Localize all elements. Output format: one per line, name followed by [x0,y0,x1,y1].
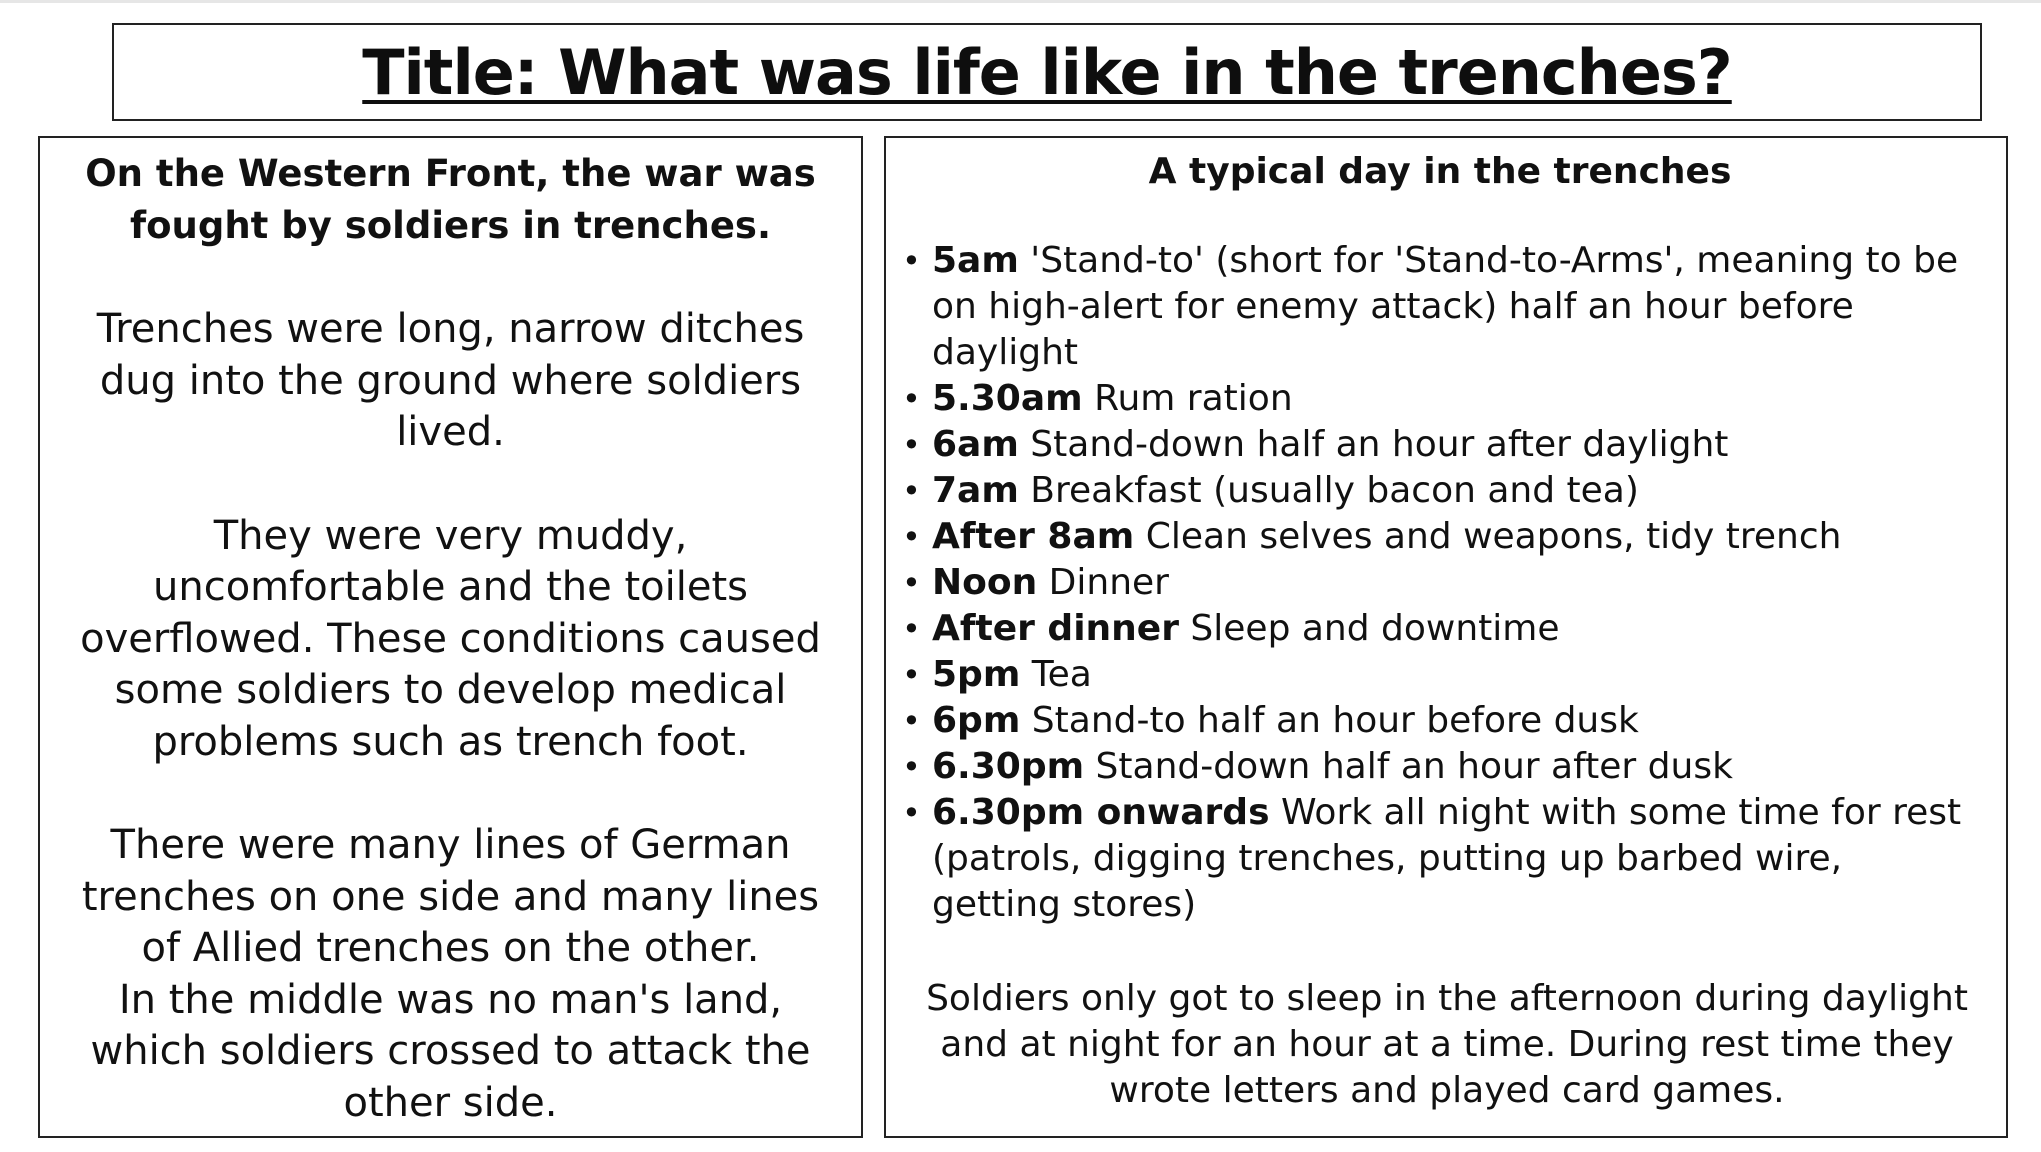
schedule-activity: daylight [932,332,1079,373]
schedule-activity: Dinner [1037,562,1169,603]
schedule-time: 7am [932,470,1019,511]
schedule-item [898,468,1982,514]
schedule-activity: Stand-to half an hour before dusk [1020,700,1639,741]
schedule-time: 6am [932,424,1019,465]
schedule-activity: Tea [1020,654,1092,695]
paragraph-line: of Allied trenches on the other. [141,925,760,971]
paragraph-line: wrote letters and played card games. [1109,1070,1785,1111]
schedule-activity: 'Stand-to' (short for 'Stand-to-Arms', meaning to be [1018,240,1959,281]
schedule-activity: getting stores) [932,884,1197,925]
spacer [54,459,847,511]
paragraph-line: overflowed. These conditions caused [80,615,821,662]
schedule-item [898,560,1982,606]
schedule-item [898,790,1982,928]
western-front-panel [38,136,863,1138]
spacer [54,252,847,304]
paragraph-line: In the middle was no man's land, [118,976,783,1023]
bullet-icon: • [902,564,921,602]
paragraph-line: some soldiers to develop medical [114,667,787,713]
paragraph-line: Soldiers only got to sleep in the afternoon during daylight [926,978,1968,1019]
schedule-time: 6.30pm [932,746,1085,787]
paragraph-line: problems such as trench foot. [152,718,749,765]
bullet-icon: • [902,610,921,648]
schedule-time: 6.30pm onwards [932,792,1270,833]
top-edge-line [0,0,2041,3]
schedule-activity: Stand-down half an hour after daylight [1018,424,1729,465]
page-title: Title: What was life like in the trenches? [362,35,1732,109]
schedule-item [898,238,1982,376]
spacer [54,768,847,820]
bullet-icon: • [902,426,921,464]
schedule-activity: on high-alert for enemy attack) half an hour before [932,286,1854,327]
bullet-icon: • [902,748,921,786]
schedule-time: 5.30am [932,378,1083,419]
paragraph-line: and at night for an hour at a time. During rest time they [940,1024,1954,1065]
bullet-icon: • [902,794,921,832]
title-box [112,23,1982,121]
bullet-icon: • [902,472,921,510]
no-mans-land-paragraph [54,820,847,1129]
paragraph-line: other side. [343,1079,558,1126]
conditions-paragraph [54,511,847,769]
schedule-activity: Rum ration [1082,378,1293,419]
paragraph-line: There were many lines of German [110,822,791,868]
schedule-item [898,606,1982,652]
western-front-heading [54,148,847,252]
paragraph-line: trenches on one side and many lines [81,873,820,920]
paragraph-line: dug into the ground where soldiers [99,357,802,404]
paragraph-line: lived. [396,409,505,455]
schedule-activity: Sleep and downtime [1178,608,1560,649]
heading-line: On the Western Front, the war was [85,152,816,195]
typical-day-heading: A typical day in the trenches [1148,151,1732,192]
schedule-activity: Stand-down half an hour after dusk [1084,746,1733,787]
bullet-icon: • [902,702,921,740]
schedule-item [898,698,1982,744]
schedule-item [898,652,1982,698]
sleep-note-paragraph [898,976,1982,1114]
schedule-item [898,422,1982,468]
paragraph-line: Trenches were long, narrow ditches [96,306,805,352]
schedule-time: After dinner [932,608,1179,649]
heading-line: fought by soldiers in trenches. [130,204,771,247]
schedule-item [898,514,1982,560]
schedule-activity: (patrols, digging trenches, putting up barbed wire, [932,838,1843,879]
bullet-icon: • [902,518,921,556]
schedule-time: 6pm [932,700,1021,741]
schedule-item [898,376,1982,422]
paragraph-line: uncomfortable and the toilets [153,564,748,610]
paragraph-line: which soldiers crossed to attack the [90,1028,811,1074]
schedule-time: Noon [932,562,1038,603]
paragraph-line: They were very muddy, [213,512,688,559]
bullet-icon: • [902,380,921,418]
bullet-icon: • [902,242,921,280]
schedule-activity: Breakfast (usually bacon and tea) [1018,470,1639,511]
daily-schedule-list [898,238,1982,928]
bullet-icon: • [902,656,921,694]
trenches-description-paragraph [54,304,847,459]
schedule-time: 5pm [932,654,1021,695]
schedule-time: 5am [932,240,1019,281]
schedule-time: After 8am [932,516,1135,557]
schedule-activity: Clean selves and weapons, tidy trench [1134,516,1842,557]
schedule-activity: Work all night with some time for rest [1269,792,1962,833]
schedule-item [898,744,1982,790]
typical-day-panel [884,136,2008,1138]
